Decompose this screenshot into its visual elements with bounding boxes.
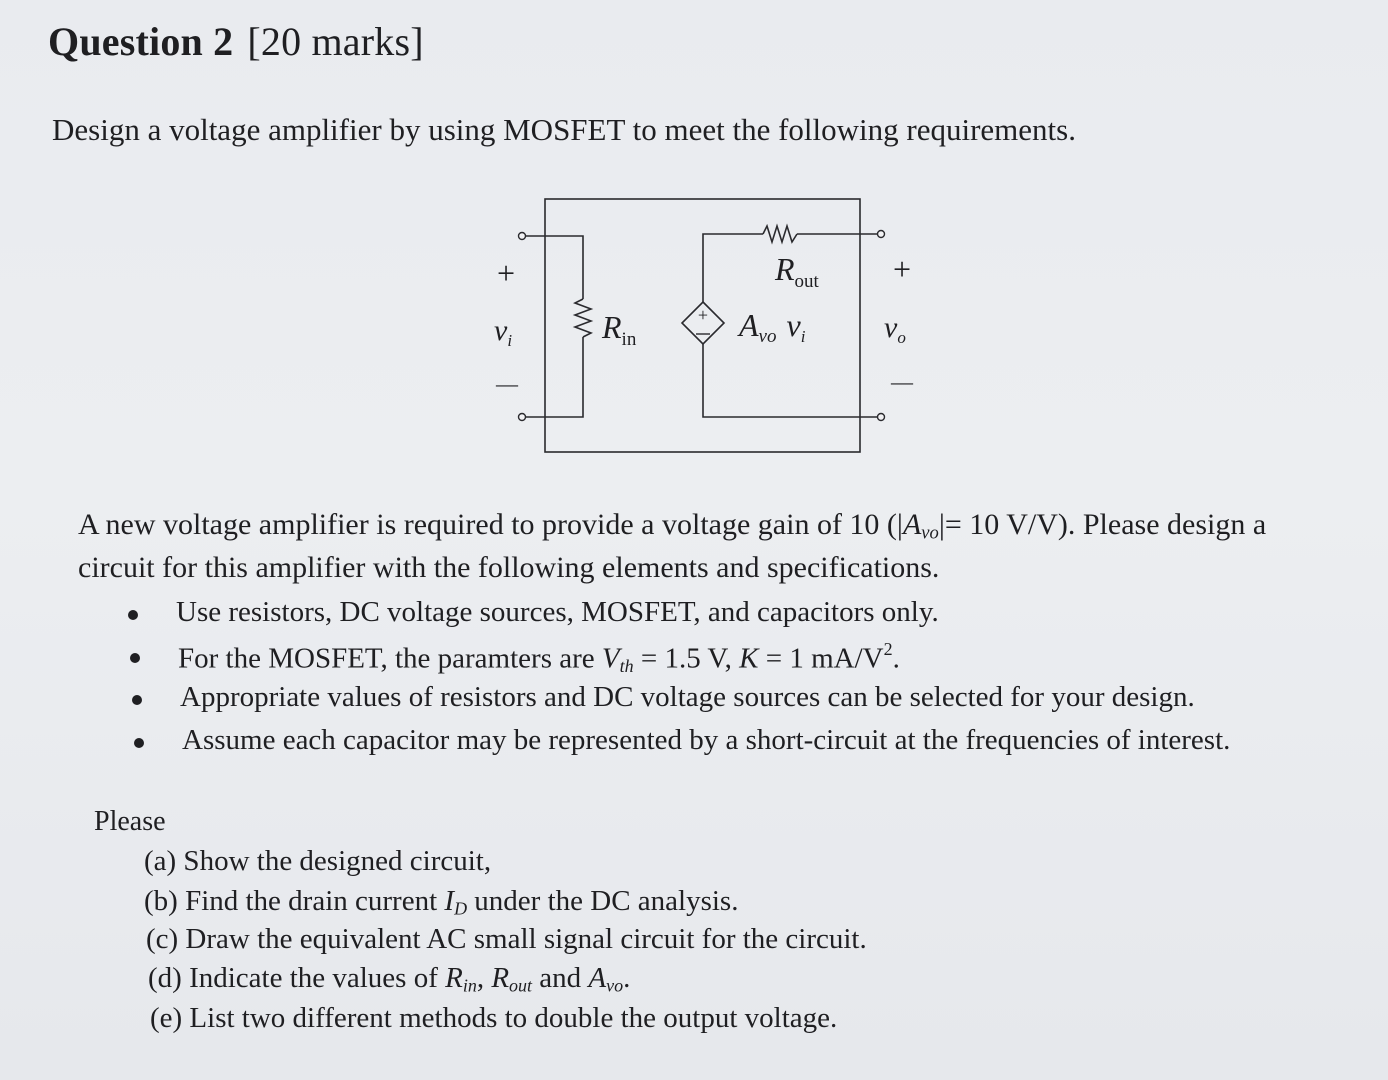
input-voltage-label: $v_i$ xyxy=(494,314,513,350)
task-b: (b) Find the drain current $I_D$ under the DC analysis. xyxy=(144,885,739,919)
task-c: (c) Draw the equivalent AC small signal circuit for the circuit. xyxy=(146,923,867,955)
question-label: Question 2 xyxy=(48,19,234,64)
output-plus-sign: + xyxy=(892,251,912,287)
gain-label: Avo vi xyxy=(739,307,806,347)
requirement-line-2: circuit for this amplifier with the following elements and specifications. xyxy=(78,551,940,584)
bullet-dot xyxy=(134,738,144,748)
amplifier-circuit-diagram xyxy=(440,188,940,468)
bullet-dot xyxy=(128,610,138,620)
task-a: (a) Show the designed circuit, xyxy=(144,845,492,877)
please-label: Please xyxy=(94,806,166,837)
rin-label: $R_{in}$ xyxy=(602,309,637,350)
output-wires-bottom xyxy=(703,344,877,417)
task-d: (d) Indicate the values of $R_{in}$, $R_{out}$ and $A_{vo}$. xyxy=(148,962,631,996)
input-minus-sign: — xyxy=(496,371,518,396)
output-terminal-bottom xyxy=(878,414,885,421)
input-terminal-bottom xyxy=(519,414,526,421)
task-e: (e) List two different methods to double the output voltage. xyxy=(150,1002,838,1034)
list-item: Assume each capacitor may be represented by a short-circuit at the frequencies of interest. xyxy=(182,724,1230,757)
output-voltage-label: $v_o$ xyxy=(884,311,906,347)
question-title xyxy=(48,18,424,65)
intro-text: Design a voltage amplifier by using MOSFET to meet the following requirements. xyxy=(52,112,1076,147)
rin-resistor xyxy=(575,299,591,337)
list-item: Use resistors, DC voltage sources, MOSFET, and capacitors only. xyxy=(176,596,939,629)
output-terminal-top xyxy=(878,231,885,238)
list-item: Appropriate values of resistors and DC voltage sources can be selected for your design. xyxy=(180,681,1195,714)
rout-resistor xyxy=(763,226,797,242)
output-minus-sign: — xyxy=(891,369,913,394)
input-plus-sign: + xyxy=(496,255,516,291)
question-marks: [20 marks] xyxy=(247,19,424,64)
dependent-source-plus: + xyxy=(697,305,709,325)
bullet-dot xyxy=(130,653,140,663)
rout-label: $R_{out}$ xyxy=(775,251,819,292)
list-item: For the MOSFET, the paramters are $V_{th} = 1.5$ V, K = 1 $mA/V^2$. xyxy=(178,639,900,677)
bullet-dot xyxy=(132,695,142,705)
requirement-line-1: A new voltage amplifier is required to provide a voltage gain of 10 ($|A_{vo}|= 10$ V/V). Please design a xyxy=(78,508,1267,544)
input-terminal-top xyxy=(519,233,526,240)
